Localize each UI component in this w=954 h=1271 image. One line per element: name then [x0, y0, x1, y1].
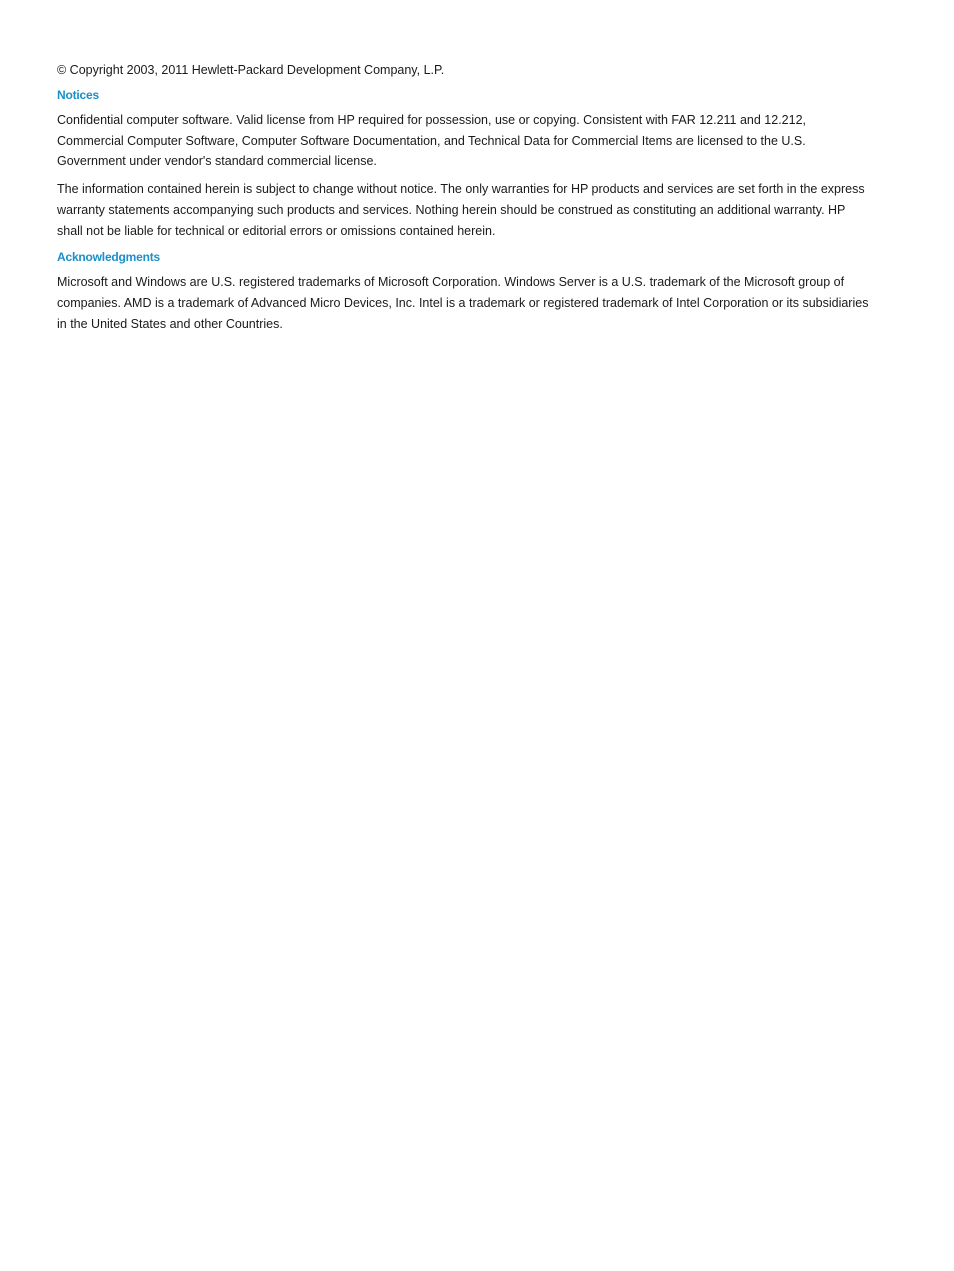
- notices-paragraph-warranty: The information contained herein is subject to change without notice. The only warranties for HP products and services are set forth in the express warranty statements accompanying such products and services. Nothing herein should be construed as constituting an additional warranty. HP shall not be liable for technical or editorial errors or omissions contained herein.: [57, 182, 865, 238]
- notices-heading: Notices: [57, 88, 99, 102]
- copyright-notice: © Copyright 2003, 2011 Hewlett-Packard Development Company, L.P.: [57, 63, 445, 77]
- document-page: [57, 60, 873, 341]
- acknowledgments-heading: Acknowledgments: [57, 250, 161, 265]
- acknowledgments-section: [57, 248, 873, 334]
- notices-section: [57, 86, 873, 241]
- notices-paragraph-license: Confidential computer software. Valid license from HP required for possession, use or copying. Consistent with FAR 12.211 and 12.212, Commercial Computer Software, Computer Software Documentation, and Technical Data for Commercial Items are licensed to the U.S. Government under vendor's standard commercial license.: [57, 113, 807, 169]
- acknowledgments-paragraph-trademarks: Microsoft and Windows are U.S. registered trademarks of Microsoft Corporation. Windows Server is a U.S. trademark of the Microsoft group of companies. AMD is a trademark of Advanced Micro Devices, Inc. Intel is a trademark or registered trademark of Intel Corporation or its subsidiaries in the United States and other Countries.: [57, 275, 869, 331]
